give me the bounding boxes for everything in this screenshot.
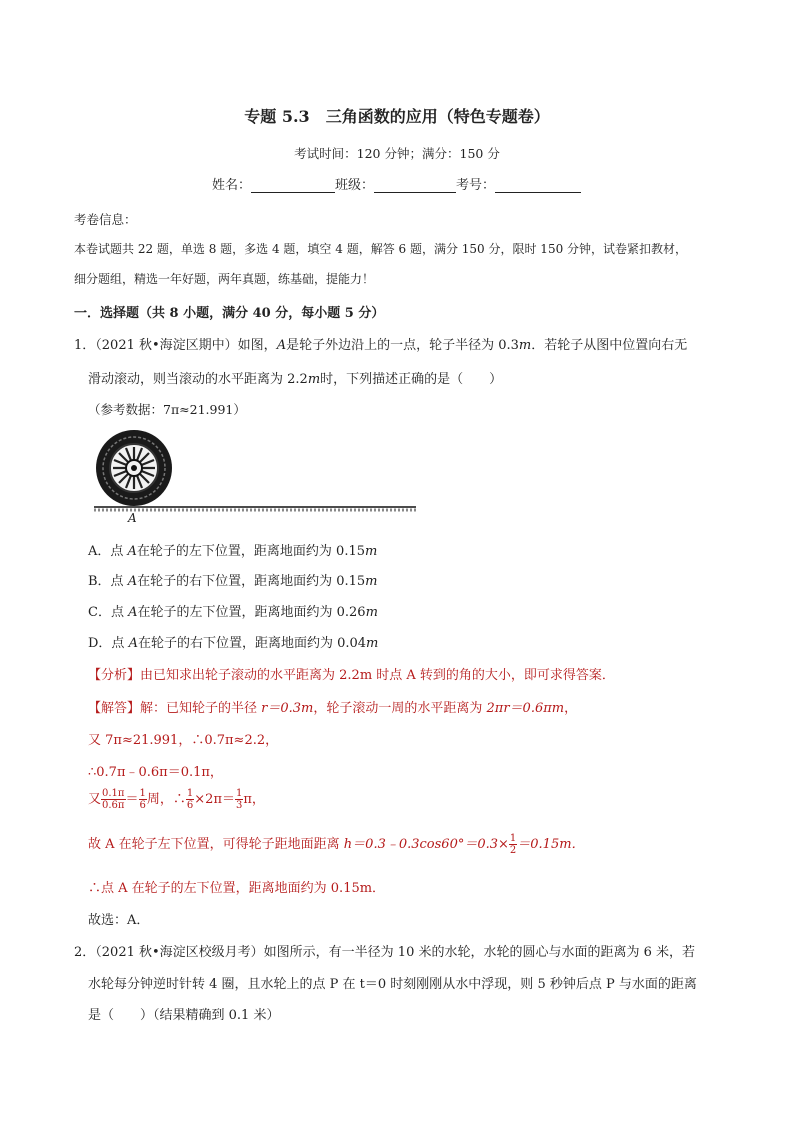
id-blank[interactable] bbox=[495, 178, 581, 193]
exam-meta: 考试时间：120 分钟；满分：150 分 bbox=[294, 146, 500, 161]
solution-tag: 【解答】 bbox=[88, 701, 141, 716]
info-text-2: 细分题组，精选一年好题，两年真题，练基础，提能力！ bbox=[74, 272, 375, 286]
wheel-icon bbox=[96, 430, 172, 506]
q1-reference: （参考数据：7π≈21.991） bbox=[88, 402, 246, 417]
q2-line-2: 水轮每分钟逆时针转 4 圈，且水轮上的点 P 在 t＝0 时刻刚刚从水中浮现，则 5 秒钟后点 P 与水面的距离 bbox=[88, 977, 697, 992]
q1-number: 1． bbox=[74, 338, 96, 353]
solution-line-3: ∴0.7π﹣0.6π＝0.1π， bbox=[88, 765, 223, 780]
solution-line-6: ∴点 A 在轮子的左下位置，距离地面约为 0.15m． bbox=[88, 881, 386, 896]
option-b[interactable]: B．点 A在轮子的右下位置，距离地面约为 0.15m bbox=[88, 574, 378, 589]
solution-line-4: 又 $\frac{0.1\pi}{0.6\pi}$ ＝ $\frac{1}{6}$ 周，∴ $\frac{1}{6}$ ×2π＝ $\frac{1}{3}$ π， bbox=[88, 788, 265, 811]
student-info-row bbox=[212, 174, 581, 193]
q2-line-1: 2．（2021 秋•海淀区校级月考）如图所示，有一半径为 10 米的水轮，水轮的圆心与水面的距离为 6 米，若 bbox=[74, 945, 696, 960]
solution-line-1: 【解答】解：已知轮子的半径 r＝0.3m，轮子滚动一周的水平距离为 2πr＝0.6πm， bbox=[88, 701, 578, 716]
q2-line-3: 是（ ）（结果精确到 0.1 米） bbox=[88, 1008, 280, 1023]
analysis-text: 由已知求出轮子滚动的水平距离为 2.2m 时点 A 转到的角的大小，即可求得答案． bbox=[140, 668, 615, 683]
class-blank[interactable] bbox=[374, 178, 456, 193]
option-c[interactable]: C．点 A在轮子的左下位置，距离地面约为 0.26m bbox=[88, 605, 378, 620]
q1-point: A bbox=[276, 338, 287, 353]
page-title: 专题 5.3 三角函数的应用（特色专题卷） bbox=[244, 107, 550, 126]
info-text-1: 本卷试题共 22 题，单选 8 题，多选 4 题，填空 4 题，解答 6 题，满分 150 分，限时 150 分钟，试卷紧扣教材， bbox=[74, 242, 688, 256]
option-a[interactable]: A．点 A在轮子的左下位置，距离地面约为 0.15m bbox=[88, 544, 378, 559]
solution-line-2: 又 7π≈21.991，∴0.7π≈2.2， bbox=[88, 733, 279, 748]
section-heading: 一．选择题（共 8 小题，满分 40 分，每小题 5 分） bbox=[74, 306, 385, 321]
ground-line bbox=[94, 507, 416, 510]
class-label: 班级： bbox=[335, 178, 375, 193]
solution-line-5: 故 A 在轮子左下位置，可得轮子距地面距离 h＝0.3﹣0.3cos60°＝0.3× $\frac{1}{2}$ ＝0.15m． bbox=[88, 833, 585, 856]
q1-line-2 bbox=[88, 368, 502, 387]
q1-unit-2: m bbox=[307, 372, 321, 387]
q1-line-1 bbox=[74, 334, 687, 353]
figure-label-a: A bbox=[128, 511, 137, 525]
q1-unit: m bbox=[518, 338, 532, 353]
q1-text-b: 是轮子外边沿上的一点，轮子半径为 0.3 bbox=[286, 338, 519, 353]
q1-source: （2021 秋•海淀区期中） bbox=[95, 338, 238, 353]
analysis-tag: 【分析】 bbox=[88, 668, 141, 683]
q1-line2-a: 滑动滚动，则当滚动的水平距离为 2.2 bbox=[88, 372, 308, 387]
analysis-line bbox=[88, 664, 615, 683]
id-label: 考号： bbox=[456, 178, 496, 193]
name-label: 姓名： bbox=[212, 178, 252, 193]
answer-line: 故选：A． bbox=[88, 913, 150, 928]
name-blank[interactable] bbox=[251, 178, 335, 193]
info-heading: 考卷信息： bbox=[74, 212, 137, 227]
option-d[interactable]: D．点 A在轮子的右下位置，距离地面约为 0.04m bbox=[88, 636, 379, 651]
q1-text-a: 如图， bbox=[237, 338, 277, 353]
wheel-figure bbox=[94, 430, 424, 530]
q1-line2-b: 时，下列描述正确的是（ ） bbox=[320, 372, 503, 387]
q1-text-c: ．若轮子从图中位置向右无 bbox=[531, 338, 688, 353]
